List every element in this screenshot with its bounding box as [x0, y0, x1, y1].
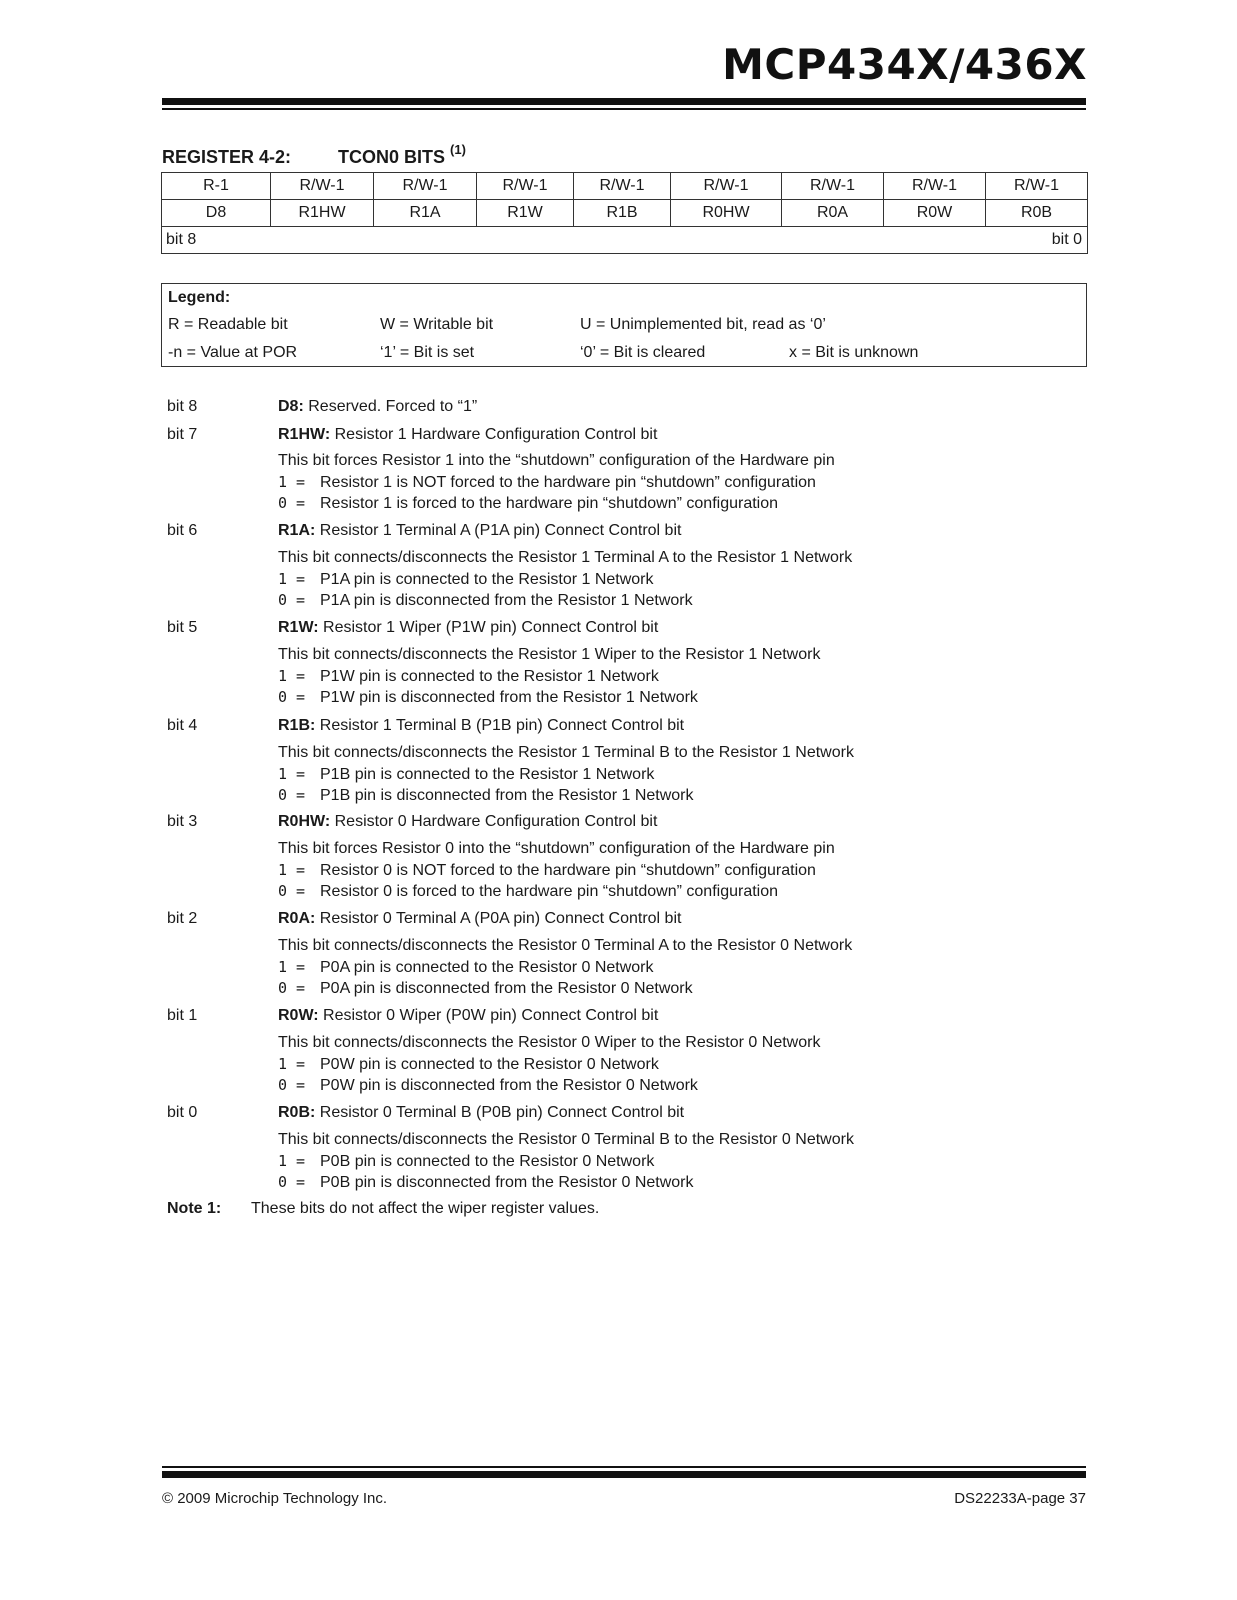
bit-option-one: [278, 472, 816, 494]
bit-title: Resistor 0 Terminal B (P0B pin) Connect Control bit: [319, 1104, 685, 1121]
bit-field-name: R1A:: [278, 522, 316, 539]
note-text: These bits do not affect the wiper register values.: [251, 1200, 600, 1217]
register-number: REGISTER 4-2:: [162, 147, 292, 167]
bit-detail: This bit forces Resistor 1 into the “shutdown” configuration of the Hardware pin: [278, 452, 835, 469]
bit-label: bit 2: [167, 910, 198, 927]
document-title: MCP434X/436X: [722, 40, 1087, 89]
option-key: 0 =: [278, 979, 306, 997]
footer-copyright: © 2009 Microchip Technology Inc.: [162, 1490, 388, 1507]
bit-option-zero: [278, 687, 698, 709]
option-text: P0W pin is connected to the Resistor 0 Network: [320, 1055, 659, 1073]
bit-name-cell: R0HW: [671, 200, 782, 227]
option-text: P1A pin is connected to the Resistor 1 Network: [320, 570, 654, 588]
bit-heading: [278, 396, 477, 418]
header-rule-thin: [162, 108, 1086, 110]
option-text: P1B pin is disconnected from the Resistor 1 Network: [320, 787, 694, 804]
bit-title: Resistor 1 Terminal B (P1B pin) Connect Control bit: [319, 717, 685, 734]
bit-detail: This bit connects/disconnects the Resistor 1 Wiper to the Resistor 1 Network: [278, 646, 821, 663]
access-cell: R/W-1: [574, 173, 671, 200]
lsb-label: bit 0: [574, 227, 1088, 254]
msb-label: bit 8: [162, 227, 574, 254]
legend-writable: W = Writable bit: [380, 316, 494, 333]
bit-heading: [278, 715, 684, 737]
option-key: 0 =: [278, 494, 306, 512]
bit-option-zero: [278, 1075, 698, 1097]
bit-heading: [278, 520, 681, 542]
option-key: 0 =: [278, 688, 306, 706]
bit-heading: [278, 424, 657, 446]
register-title: [162, 144, 466, 168]
bit-detail: This bit connects/disconnects the Resistor 0 Terminal B to the Resistor 0 Network: [278, 1131, 854, 1148]
bit-option-zero: [278, 590, 693, 612]
access-cell: R/W-1: [374, 173, 477, 200]
bit-position-row: [162, 227, 1088, 254]
bit-name-cell: D8: [162, 200, 271, 227]
option-key: 0 =: [278, 786, 306, 804]
option-text: Resistor 1 is NOT forced to the hardware pin “shutdown” configuration: [320, 473, 816, 491]
bit-option-one: [278, 764, 654, 786]
bit-option-one: [278, 957, 654, 979]
register-bit-table: [161, 172, 1088, 254]
bit-field-name: R0W:: [278, 1007, 319, 1024]
bit-title: Resistor 1 Terminal A (P1A pin) Connect Control bit: [319, 522, 682, 539]
bit-option-zero: [278, 881, 778, 903]
bit-field-name: R1B:: [278, 717, 316, 734]
register-name: TCON0 BITS: [338, 147, 446, 167]
legend-readable: R = Readable bit: [168, 316, 288, 333]
bit-name-cell: R1W: [477, 200, 574, 227]
bit-heading: [278, 1005, 658, 1027]
access-cell: R/W-1: [671, 173, 782, 200]
footer-rule: [162, 1471, 1086, 1478]
register-note-ref: (1): [450, 142, 466, 157]
option-key: 0 =: [278, 1173, 306, 1191]
footnote: [167, 1200, 599, 1218]
option-key: 1 =: [278, 1151, 306, 1170]
bit-field-name: R1HW:: [278, 426, 331, 443]
option-text: P1W pin is disconnected from the Resistor 1 Network: [320, 689, 698, 706]
option-text: P0B pin is connected to the Resistor 0 Network: [320, 1152, 655, 1170]
bit-field-name: R1W:: [278, 619, 319, 636]
access-cell: R/W-1: [884, 173, 986, 200]
option-key: 1 =: [278, 860, 306, 879]
option-text: P0B pin is disconnected from the Resistor 0 Network: [320, 1174, 694, 1191]
access-cell: R-1: [162, 173, 271, 200]
bit-title: Resistor 0 Terminal A (P0A pin) Connect Control bit: [319, 910, 682, 927]
bit-detail: This bit connects/disconnects the Resistor 0 Wiper to the Resistor 0 Network: [278, 1034, 821, 1051]
bit-title: Resistor 0 Hardware Configuration Control bit: [334, 813, 658, 830]
bit-label: bit 4: [167, 717, 198, 734]
legend-unknown: x = Bit is unknown: [789, 344, 919, 361]
legend-title: Legend:: [168, 289, 231, 306]
bit-detail: This bit connects/disconnects the Resistor 1 Terminal B to the Resistor 1 Network: [278, 744, 854, 761]
bit-title: Resistor 1 Hardware Configuration Control bit: [334, 426, 658, 443]
bit-heading: [278, 908, 681, 930]
option-text: Resistor 0 is forced to the hardware pin “shutdown” configuration: [320, 883, 779, 900]
bit-name-cell: R0B: [986, 200, 1088, 227]
bit-option-one: [278, 1151, 654, 1173]
bit-title: Reserved. Forced to “1”: [308, 398, 478, 415]
bit-option-zero: [278, 785, 694, 807]
bit-name-cell: R0A: [782, 200, 884, 227]
bit-option-one: [278, 1054, 659, 1076]
bit-detail: This bit connects/disconnects the Resistor 1 Terminal A to the Resistor 1 Network: [278, 549, 853, 566]
option-text: Resistor 1 is forced to the hardware pin “shutdown” configuration: [320, 495, 779, 512]
option-text: P1B pin is connected to the Resistor 1 Network: [320, 765, 655, 783]
legend-cleared: ‘0’ = Bit is cleared: [580, 344, 706, 361]
option-key: 1 =: [278, 666, 306, 685]
bit-detail: This bit forces Resistor 0 into the “shutdown” configuration of the Hardware pin: [278, 840, 835, 857]
option-key: 1 =: [278, 957, 306, 976]
access-cell: R/W-1: [986, 173, 1088, 200]
bit-label: bit 3: [167, 813, 198, 830]
option-key: 1 =: [278, 472, 306, 491]
option-key: 0 =: [278, 591, 306, 609]
bit-option-one: [278, 569, 654, 591]
bit-label: bit 1: [167, 1007, 198, 1024]
legend-por: -n = Value at POR: [168, 344, 298, 361]
note-label: Note 1:: [167, 1200, 222, 1217]
bit-title: Resistor 1 Wiper (P1W pin) Connect Control bit: [323, 619, 659, 636]
bit-name-row: [162, 200, 1088, 227]
bit-field-name: R0HW:: [278, 813, 331, 830]
header-rule: [162, 98, 1086, 105]
bit-option-zero: [278, 493, 778, 515]
option-key: 1 =: [278, 569, 306, 588]
bit-option-zero: [278, 1172, 694, 1194]
footer-page-number: DS22233A-page 37: [954, 1490, 1086, 1507]
bit-heading: [278, 811, 657, 833]
bit-name-cell: R1B: [574, 200, 671, 227]
access-cell: R/W-1: [782, 173, 884, 200]
option-key: 1 =: [278, 1054, 306, 1073]
option-text: P0W pin is disconnected from the Resistor 0 Network: [320, 1077, 698, 1094]
bit-name-cell: R0W: [884, 200, 986, 227]
option-key: 0 =: [278, 1076, 306, 1094]
option-text: P0A pin is disconnected from the Resistor 0 Network: [320, 980, 693, 997]
bit-field-name: R0A:: [278, 910, 316, 927]
bit-title: Resistor 0 Wiper (P0W pin) Connect Control bit: [323, 1007, 659, 1024]
bit-heading: [278, 1102, 684, 1124]
bit-field-name: D8:: [278, 398, 304, 415]
bit-detail: This bit connects/disconnects the Resistor 0 Terminal A to the Resistor 0 Network: [278, 937, 853, 954]
bit-option-zero: [278, 978, 693, 1000]
option-text: P0A pin is connected to the Resistor 0 Network: [320, 958, 654, 976]
footer-rule-thin: [162, 1466, 1086, 1468]
access-row: [162, 173, 1088, 200]
option-key: 0 =: [278, 882, 306, 900]
bit-label: bit 6: [167, 522, 198, 539]
bit-label: bit 7: [167, 426, 198, 443]
bit-name-cell: R1HW: [271, 200, 374, 227]
bit-field-name: R0B:: [278, 1104, 316, 1121]
bit-option-one: [278, 860, 816, 882]
option-text: P1A pin is disconnected from the Resistor 1 Network: [320, 592, 693, 609]
bit-option-one: [278, 666, 659, 688]
option-text: Resistor 0 is NOT forced to the hardware pin “shutdown” configuration: [320, 861, 816, 879]
legend-unimplemented: U = Unimplemented bit, read as ‘0’: [580, 316, 826, 333]
legend-box: [161, 283, 1087, 367]
bit-label: bit 8: [167, 398, 198, 415]
bit-name-cell: R1A: [374, 200, 477, 227]
access-cell: R/W-1: [271, 173, 374, 200]
option-key: 1 =: [278, 764, 306, 783]
option-text: P1W pin is connected to the Resistor 1 Network: [320, 667, 659, 685]
bit-heading: [278, 617, 658, 639]
access-cell: R/W-1: [477, 173, 574, 200]
legend-set: ‘1’ = Bit is set: [380, 344, 475, 361]
bit-label: bit 5: [167, 619, 198, 636]
bit-label: bit 0: [167, 1104, 198, 1121]
